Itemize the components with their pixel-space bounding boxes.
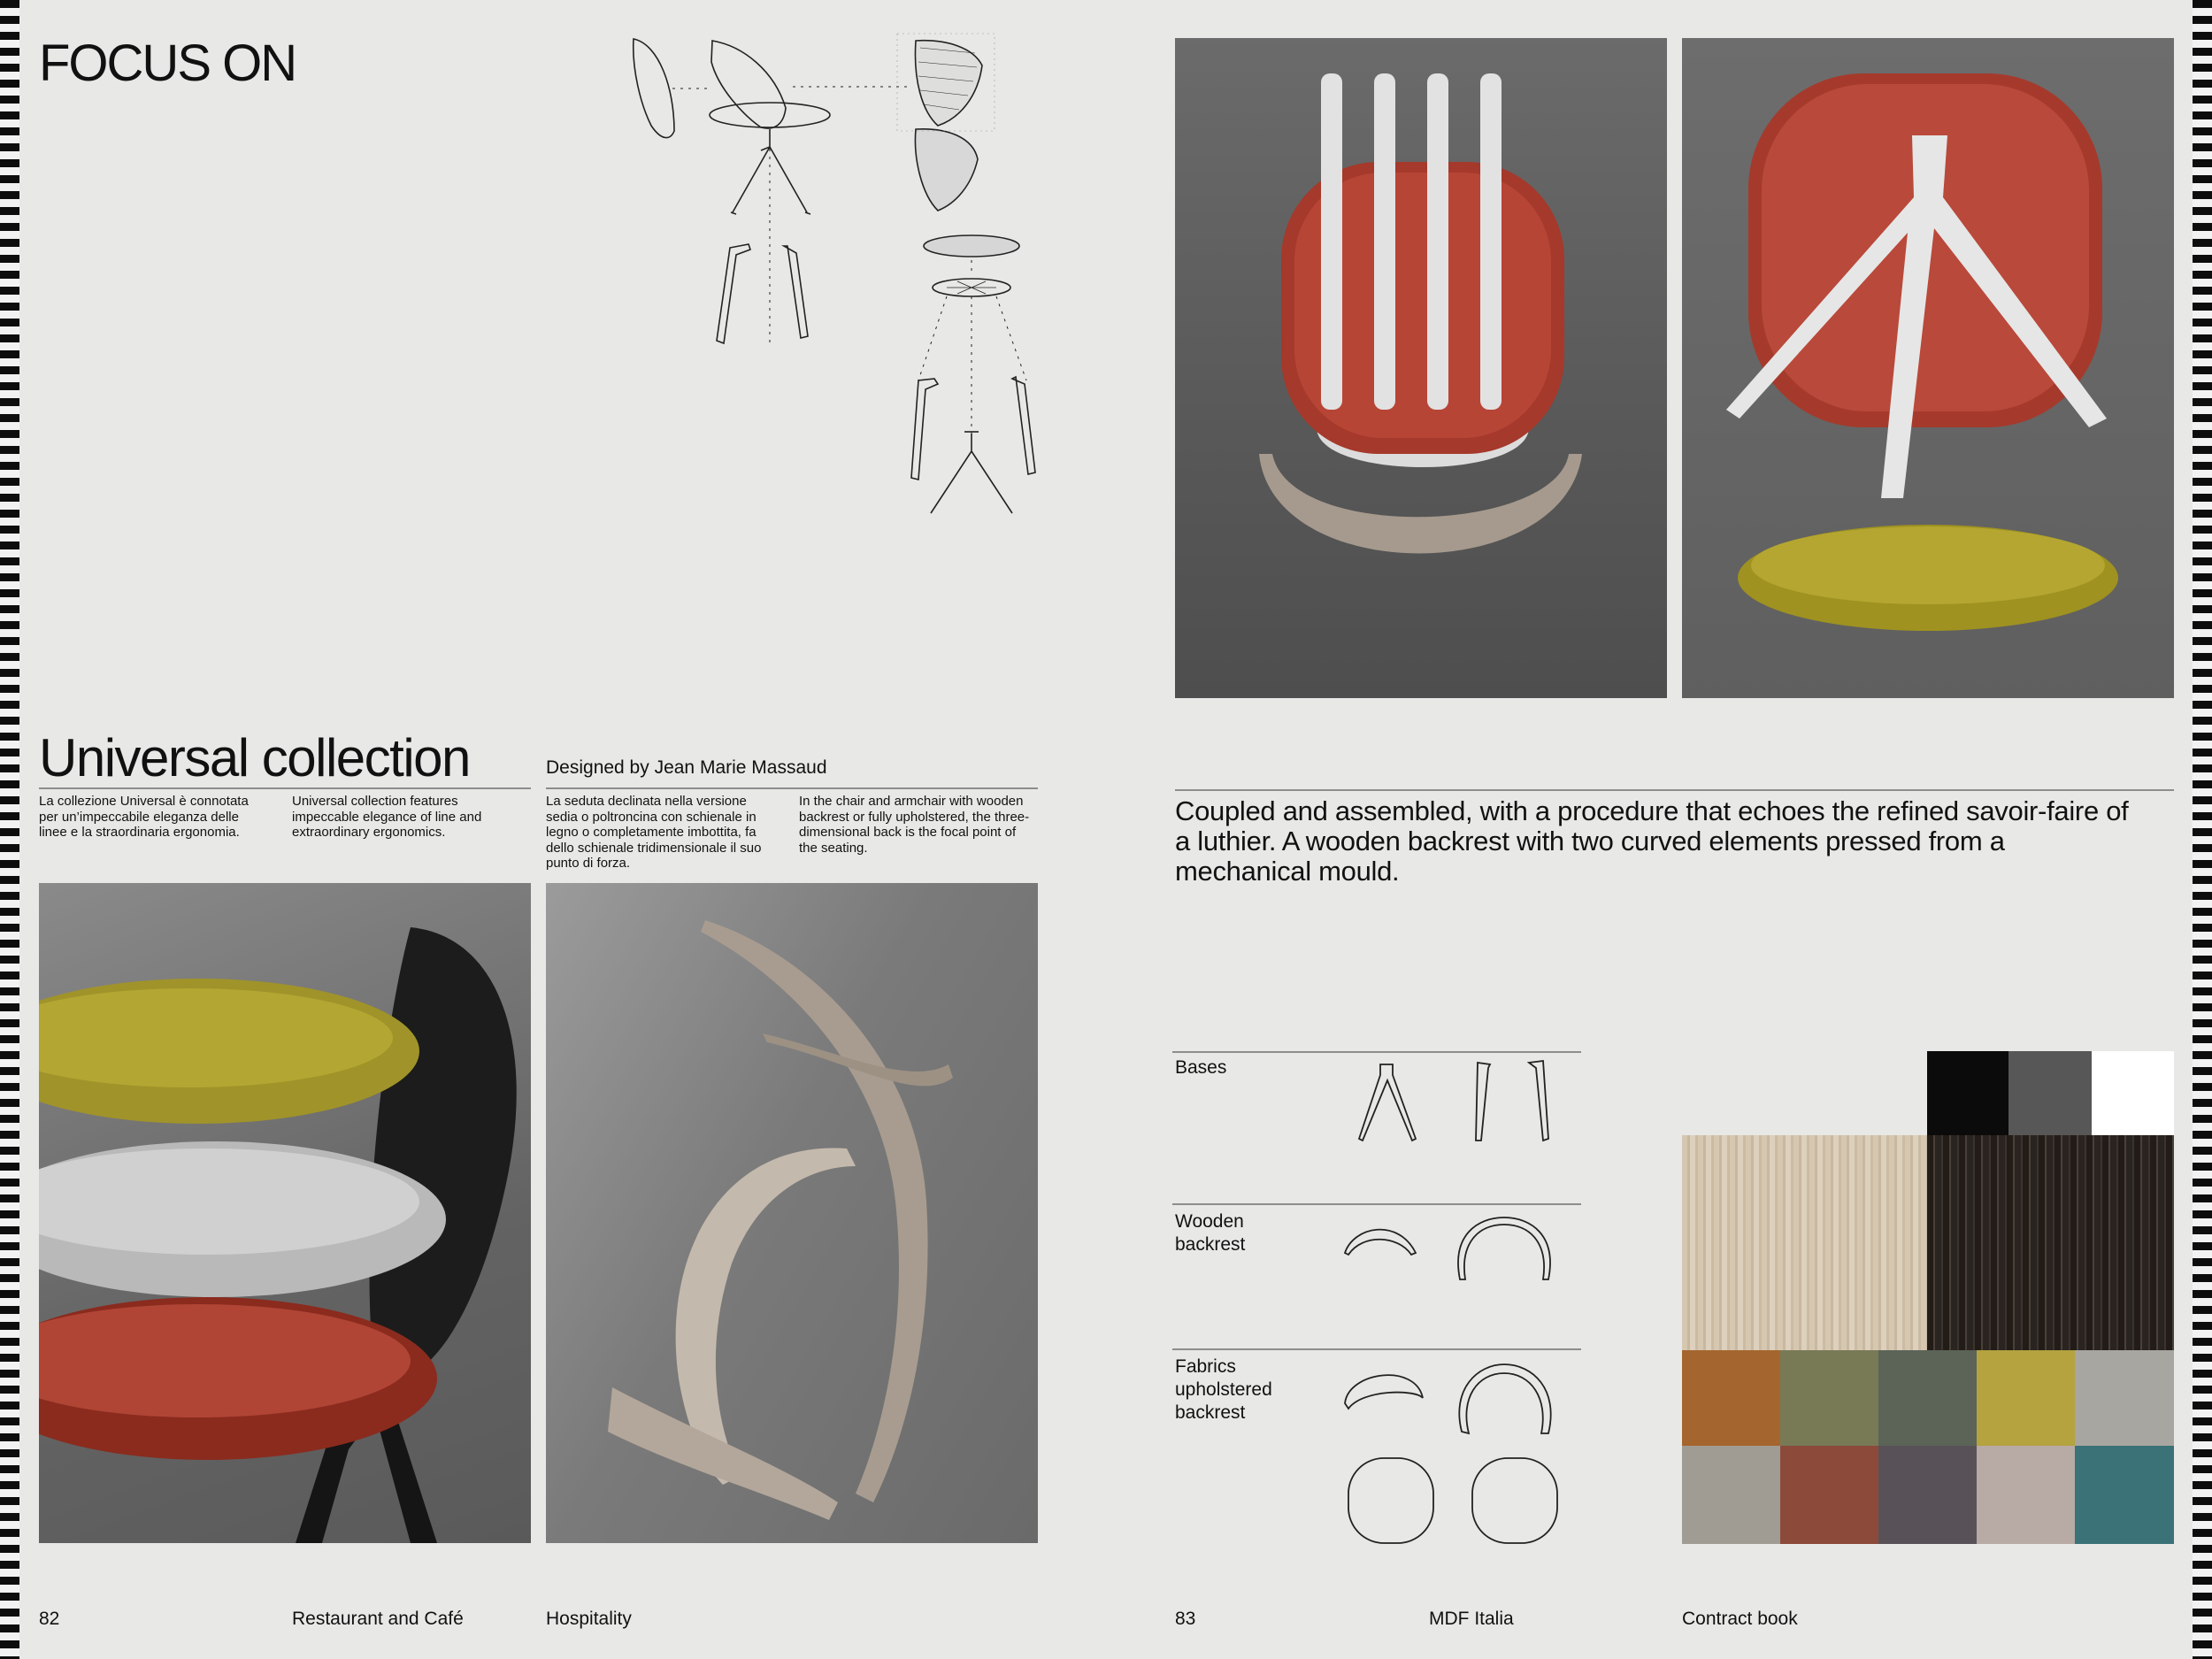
swatch-white bbox=[2092, 1051, 2174, 1135]
right-edge-pattern bbox=[2193, 0, 2212, 1659]
row-divider-fabrics bbox=[1172, 1348, 1581, 1350]
bases-drawings bbox=[1327, 1057, 1566, 1146]
swatch-fabric-teal bbox=[2075, 1446, 2174, 1544]
row-divider-bases bbox=[1172, 1051, 1581, 1053]
label-fabrics-backrest: Fabrics upholstered backrest bbox=[1175, 1356, 1272, 1423]
footer-page-number-right: 83 bbox=[1175, 1609, 1196, 1629]
label-wooden-backrest: Wooden backrest bbox=[1175, 1211, 1246, 1255]
wooden-backrest-photo bbox=[546, 883, 1038, 1543]
intro-text-italian: La collezione Universal è connotata per un’impeccabile eleganza delle linee e la straordinaria ergonomia. bbox=[39, 794, 249, 840]
divider-left-2 bbox=[546, 787, 1038, 789]
swatch-fabric-sage bbox=[1878, 1350, 1977, 1446]
swatch-fabric-mustard bbox=[1977, 1350, 2075, 1446]
fabrics-backrest-drawings bbox=[1327, 1354, 1566, 1548]
row-divider-wooden bbox=[1172, 1203, 1581, 1205]
backrest-text-italian: La seduta declinata nella versione sedia o poltroncina con schienale in legno o completamente imbottita, fa dello schienale tridimensionale il suo punto di forza. bbox=[546, 794, 762, 871]
swatch-oak-wood bbox=[1682, 1135, 1927, 1350]
exploded-components-photo bbox=[1175, 38, 1667, 698]
divider-left bbox=[39, 787, 531, 789]
swatch-black bbox=[1927, 1051, 2008, 1135]
footer-page-number-left: 82 bbox=[39, 1609, 60, 1629]
exploded-chair-drawing bbox=[619, 27, 1044, 522]
swatch-fabric-rust bbox=[1780, 1446, 1878, 1544]
wooden-backrest-drawings bbox=[1327, 1209, 1566, 1288]
footer-section: Restaurant and Café bbox=[292, 1609, 464, 1629]
left-edge-pattern bbox=[0, 0, 19, 1659]
footer-book: Contract book bbox=[1682, 1609, 1798, 1629]
swatch-ebony-wood bbox=[1927, 1135, 2174, 1350]
footer-category: Hospitality bbox=[546, 1609, 632, 1629]
divider-right bbox=[1175, 789, 2174, 791]
footer-brand: MDF Italia bbox=[1429, 1609, 1514, 1629]
swatch-fabric-plum bbox=[1878, 1446, 1977, 1544]
focus-on-heading: FOCUS ON bbox=[39, 35, 296, 92]
chair-underside-photo bbox=[1682, 38, 2174, 698]
swatch-fabric-taupe bbox=[1682, 1446, 1780, 1544]
label-bases: Bases bbox=[1175, 1057, 1227, 1078]
designer-credit: Designed by Jean Marie Massaud bbox=[546, 757, 827, 778]
backrest-text-english: In the chair and armchair with wooden backrest or fully upholstered, the three-dimensional back is the focal point of the seating. bbox=[799, 794, 1030, 856]
swatch-fabric-cognac bbox=[1682, 1350, 1780, 1446]
swatch-fabric-blush bbox=[1977, 1446, 2075, 1544]
assembly-quote: Coupled and assembled, with a procedure that echoes the refined savoir-faire of a luthier. A wooden backrest with two curved elements pressed from a mechanical mould. bbox=[1175, 795, 2129, 887]
cushions-photo bbox=[39, 883, 531, 1543]
swatch-fabric-olive bbox=[1780, 1350, 1878, 1446]
intro-text-english: Universal collection features impeccable elegance of line and extraordinary ergonomics. bbox=[292, 794, 482, 840]
swatch-fabric-stone bbox=[2075, 1350, 2174, 1446]
swatch-grey bbox=[2008, 1051, 2092, 1135]
collection-title: Universal collection bbox=[39, 728, 470, 787]
